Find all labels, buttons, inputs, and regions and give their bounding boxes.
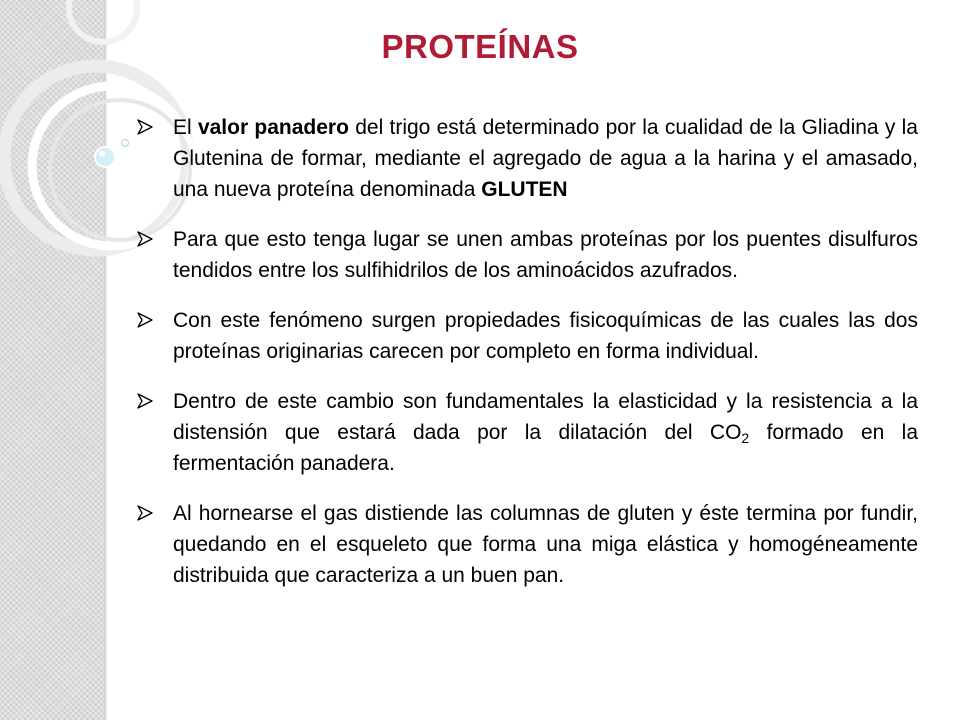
bullet-item-3 bbox=[131, 305, 918, 367]
arrow-bullet-icon bbox=[137, 231, 153, 247]
arrow-bullet-icon bbox=[137, 119, 153, 135]
subscript-2: 2 bbox=[741, 430, 750, 446]
slide-title: PROTEÍNAS bbox=[381, 28, 579, 65]
bullet-item-5 bbox=[131, 498, 918, 591]
bullet-text-5: Al hornearse el gas distiende las columnas de gluten y éste termina por fundir, quedando en el esqueleto que forma una miga elástica y homogéneamente distribuida que caracteriza a un buen pan. bbox=[173, 502, 918, 587]
bullet-item-2 bbox=[131, 224, 918, 286]
blue-dot-large bbox=[95, 147, 115, 167]
arrow-bullet-icon bbox=[137, 393, 153, 409]
arrow-bullet-icon bbox=[137, 505, 153, 521]
blue-dot-small bbox=[122, 140, 129, 147]
bullet-text-2: Para que esto tenga lugar se unen ambas proteínas por los puentes disulfuros tendidos entre los sulfihidrilos de los aminoácidos azufrados. bbox=[173, 228, 918, 282]
bold-gluten: GLUTEN bbox=[481, 178, 568, 201]
arrow-bullet-icon bbox=[137, 312, 153, 328]
bullet-item-1: El valor panadero del trigo está determinado por la cualidad de la Gliadina y la Glutenina de formar, mediante el agregado de agua a la harina y el amasado, una nueva proteína denominada GLUTEN bbox=[131, 112, 918, 205]
bold-valor-panadero: valor panadero bbox=[197, 116, 349, 139]
bullet-list bbox=[131, 112, 918, 610]
bullet-text-3: Con este fenómeno surgen propiedades fisicoquímicas de las cuales las dos proteínas originarias carecen por completo en forma individual. bbox=[173, 309, 918, 363]
bullet-item-4: Dentro de este cambio son fundamentales la elasticidad y la resistencia a la distensión que estará dada por la dilatación del $CO_2$ formado en la fermentación panadera. bbox=[131, 386, 918, 479]
